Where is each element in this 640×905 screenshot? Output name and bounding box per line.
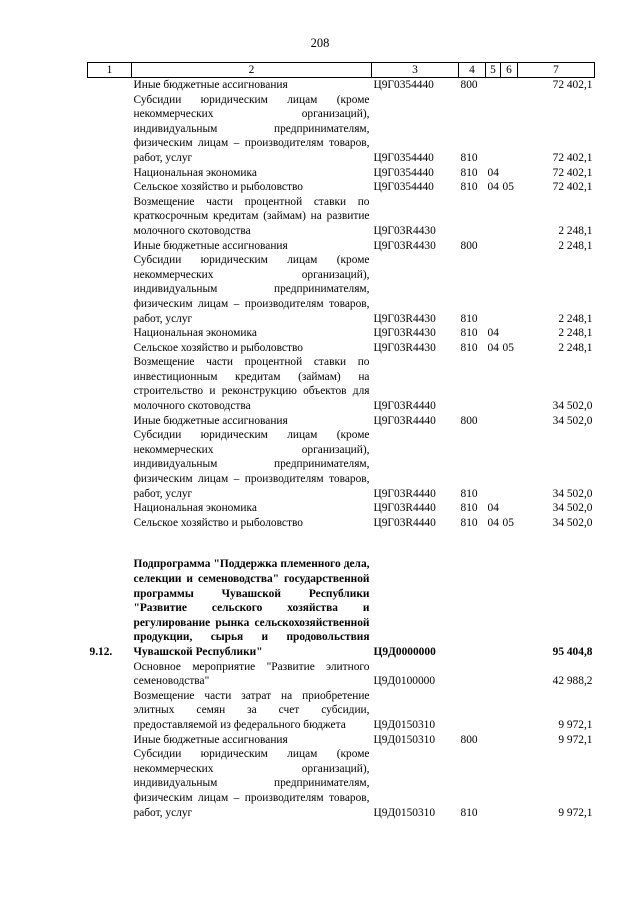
cell-pr bbox=[501, 501, 518, 516]
cell-num bbox=[88, 733, 132, 748]
budget-table bbox=[87, 62, 595, 820]
cell-csr: Ц9Д0150310 bbox=[373, 806, 436, 819]
cell-pr: 05 bbox=[502, 181, 514, 194]
cell-csr: Ц9Г03R4440 bbox=[373, 414, 436, 427]
cell-name: Сельское хозяйство и рыболовство bbox=[133, 341, 303, 354]
cell-rz bbox=[486, 428, 501, 501]
cell-num bbox=[88, 414, 132, 429]
cell-vr bbox=[459, 195, 486, 239]
cell-vr bbox=[459, 557, 486, 659]
table-row bbox=[88, 93, 595, 166]
cell-sum: 9 972,1 bbox=[558, 733, 593, 746]
cell-num bbox=[88, 660, 132, 689]
cell-csr: Ц9Г0354440 bbox=[373, 79, 434, 91]
column-header-5: 5 bbox=[486, 63, 501, 78]
cell-name: Национальная экономика bbox=[133, 502, 257, 515]
cell-sum: 2 248,1 bbox=[558, 224, 593, 237]
table-row bbox=[88, 428, 595, 501]
cell-name: Субсидии юридическим лицам (кроме некоммерческих организаций), индивидуальным предпринимателям, физическим лицам – производителям товаров, работ, услуг bbox=[133, 429, 370, 500]
cell-rz bbox=[486, 557, 501, 659]
cell-name: Национальная экономика bbox=[133, 327, 257, 340]
cell-pr: 05 bbox=[502, 516, 514, 529]
table-row bbox=[88, 239, 595, 254]
cell-rz: 04 bbox=[487, 166, 499, 179]
cell-vr: 810 bbox=[460, 502, 478, 515]
cell-name: Субсидии юридическим лицам (кроме некоммерческих организаций), индивидуальным предпринимателям, физическим лицам – производителям товаров, работ, услуг bbox=[133, 748, 370, 819]
cell-sum: 42 988,2 bbox=[552, 675, 593, 688]
cell-sum: 2 248,1 bbox=[558, 341, 593, 354]
cell-pr bbox=[501, 660, 518, 689]
column-header-6: 6 bbox=[501, 63, 518, 78]
cell-num bbox=[88, 516, 132, 531]
table-row bbox=[88, 516, 595, 531]
table-row bbox=[88, 557, 595, 659]
cell-vr: 800 bbox=[460, 239, 478, 252]
cell-name: Национальная экономика bbox=[133, 166, 257, 179]
cell-name: Субсидии юридическим лицам (кроме некоммерческих организаций), индивидуальным предпринимателям, физическим лицам – производителям товаров, работ, услуг bbox=[133, 254, 370, 325]
cell-vr: 800 bbox=[460, 733, 478, 746]
cell-sum: 34 502,0 bbox=[552, 400, 593, 413]
cell-rz: 04 bbox=[487, 502, 499, 515]
cell-sum: 9 972,1 bbox=[558, 718, 593, 731]
cell-name: Иные бюджетные ассигнования bbox=[133, 414, 288, 427]
cell-vr: 810 bbox=[460, 166, 478, 179]
cell-name: Основное мероприятие "Развитие элитного семеноводства" bbox=[133, 660, 370, 688]
cell-rz bbox=[486, 93, 501, 166]
column-header-1: 1 bbox=[88, 63, 132, 78]
table-row bbox=[88, 166, 595, 181]
cell-name: Возмещение части процентной ставки по краткосрочным кредитам (займам) на развитие молочного скотоводства bbox=[133, 195, 370, 237]
cell-name: Подпрограмма "Поддержка племенного дела, селекции и семеноводства" государственной программы Чувашской Республики "Развитие сельского хозяйства и регулирование рынка сельскохозяйственной продукции, сырья и продовольствия Чувашской Республики" bbox=[133, 558, 370, 658]
cell-rz bbox=[486, 733, 501, 748]
cell-vr bbox=[459, 355, 486, 413]
table-row bbox=[88, 78, 595, 93]
cell-rz bbox=[486, 355, 501, 413]
cell-csr: Ц9Г03R4430 bbox=[373, 327, 436, 340]
cell-name: Возмещение части процентной ставки по инвестиционным кредитам (займам) на строительство и реконструкцию объектов для молочного скотоводства bbox=[133, 356, 370, 413]
cell-rz bbox=[486, 747, 501, 820]
cell-csr: Ц9Г03R4430 bbox=[373, 341, 436, 354]
cell-csr: Ц9Г03R4430 bbox=[373, 224, 436, 237]
cell-num bbox=[88, 93, 132, 166]
table-row bbox=[88, 747, 595, 820]
column-header-2: 2 bbox=[132, 63, 372, 78]
cell-sum: 34 502,0 bbox=[552, 502, 593, 515]
cell-csr: Ц9Г03R4430 bbox=[373, 312, 436, 325]
cell-sum: 2 248,1 bbox=[558, 327, 593, 340]
cell-pr bbox=[501, 239, 518, 254]
cell-rz: 04 bbox=[487, 327, 499, 340]
cell-pr bbox=[501, 428, 518, 501]
cell-pr: 05 bbox=[502, 341, 514, 354]
cell-rz: 04 bbox=[487, 181, 499, 194]
cell-csr: Ц9Д0150310 bbox=[373, 718, 436, 731]
cell-rz bbox=[486, 414, 501, 429]
cell-num bbox=[88, 501, 132, 516]
cell-pr bbox=[501, 78, 518, 93]
cell-num bbox=[88, 747, 132, 820]
table-row bbox=[88, 326, 595, 341]
cell-pr bbox=[501, 747, 518, 820]
table-row bbox=[88, 501, 595, 516]
cell-num bbox=[88, 689, 132, 733]
cell-sum: 34 502,0 bbox=[552, 516, 593, 529]
cell-csr: Ц9Д0150310 bbox=[373, 733, 436, 746]
column-header-4: 4 bbox=[459, 63, 486, 78]
table-row bbox=[88, 253, 595, 326]
cell-num bbox=[88, 428, 132, 501]
cell-pr bbox=[501, 195, 518, 239]
cell-sum: 2 248,1 bbox=[558, 239, 593, 252]
column-header-7: 7 bbox=[518, 63, 595, 78]
cell-rz bbox=[486, 253, 501, 326]
cell-pr bbox=[501, 93, 518, 166]
cell-name: Иные бюджетные ассигнования bbox=[133, 239, 288, 252]
column-header-3: 3 bbox=[372, 63, 459, 78]
cell-rz: 04 bbox=[487, 516, 499, 529]
table-body bbox=[88, 78, 595, 821]
cell-sum: 9 972,1 bbox=[558, 806, 593, 819]
cell-csr: Ц9Г03R4440 bbox=[373, 502, 436, 515]
cell-csr: Ц9Г0354440 bbox=[373, 181, 434, 194]
cell-name: Иные бюджетные ассигнования bbox=[133, 79, 288, 91]
cell-num bbox=[88, 355, 132, 413]
cell-name: Возмещение части затрат на приобретение элитных семян за счет субсидии, предоставляемой из федерального бюджета bbox=[133, 689, 370, 731]
cell-rz bbox=[486, 689, 501, 733]
cell-vr: 800 bbox=[460, 79, 478, 91]
cell-pr bbox=[501, 253, 518, 326]
table-row bbox=[88, 195, 595, 239]
cell-rz bbox=[486, 660, 501, 689]
table-row bbox=[88, 414, 595, 429]
cell-sum: 72 402,1 bbox=[552, 151, 593, 164]
cell-pr bbox=[501, 414, 518, 429]
cell-sum: 72 402,1 bbox=[552, 181, 593, 194]
cell-csr: Ц9Г03R4430 bbox=[373, 239, 436, 252]
cell-vr: 810 bbox=[460, 341, 478, 354]
table-row bbox=[88, 180, 595, 195]
cell-name: Сельское хозяйство и рыболовство bbox=[133, 181, 303, 194]
cell-sum: 95 404,8 bbox=[552, 645, 593, 658]
cell-pr bbox=[501, 733, 518, 748]
cell-sum: 34 502,0 bbox=[552, 414, 593, 427]
cell-name: Субсидии юридическим лицам (кроме некоммерческих организаций), индивидуальным предпринимателям, физическим лицам – производителям товаров, работ, услуг bbox=[133, 93, 370, 164]
cell-num bbox=[88, 326, 132, 341]
cell-pr bbox=[501, 557, 518, 659]
cell-num bbox=[88, 78, 132, 93]
cell-pr bbox=[501, 689, 518, 733]
cell-csr: Ц9Г0354440 bbox=[373, 166, 434, 179]
cell-vr: 810 bbox=[460, 806, 478, 819]
cell-sum: 72 402,1 bbox=[552, 166, 593, 179]
cell-csr: Ц9Г0354440 bbox=[373, 151, 434, 164]
table-row bbox=[88, 689, 595, 733]
cell-vr: 810 bbox=[460, 181, 478, 194]
cell-csr: Ц9Д0000000 bbox=[373, 645, 436, 658]
table-row bbox=[88, 341, 595, 356]
cell-rz bbox=[486, 195, 501, 239]
cell-vr: 810 bbox=[460, 487, 478, 500]
cell-rz bbox=[486, 239, 501, 254]
cell-vr: 810 bbox=[460, 516, 478, 529]
cell-num bbox=[88, 341, 132, 356]
header-row bbox=[88, 63, 595, 78]
cell-rz: 04 bbox=[487, 341, 499, 354]
cell-num bbox=[88, 253, 132, 326]
cell-sum: 34 502,0 bbox=[552, 487, 593, 500]
cell-num bbox=[88, 195, 132, 239]
cell-pr bbox=[501, 166, 518, 181]
table-row bbox=[88, 733, 595, 748]
cell-num bbox=[88, 239, 132, 254]
cell-pr bbox=[501, 355, 518, 413]
spacer-row bbox=[88, 530, 595, 557]
cell-csr: Ц9Г03R4440 bbox=[373, 487, 436, 500]
cell-vr: 800 bbox=[460, 414, 478, 427]
cell-csr: Ц9Д0100000 bbox=[373, 675, 436, 688]
cell-rz bbox=[486, 78, 501, 93]
cell-name: Сельское хозяйство и рыболовство bbox=[133, 516, 303, 529]
cell-vr bbox=[459, 689, 486, 733]
cell-vr: 810 bbox=[460, 151, 478, 164]
page-number: 208 bbox=[310, 36, 330, 50]
cell-num: 9.12. bbox=[89, 645, 113, 658]
cell-csr: Ц9Г03R4440 bbox=[373, 516, 436, 529]
cell-csr: Ц9Г03R4440 bbox=[373, 400, 436, 413]
cell-sum: 72 402,1 bbox=[552, 79, 593, 91]
cell-sum: 2 248,1 bbox=[558, 312, 593, 325]
table-row bbox=[88, 660, 595, 689]
cell-vr bbox=[459, 660, 486, 689]
cell-vr: 810 bbox=[460, 327, 478, 340]
table-row bbox=[88, 355, 595, 413]
cell-name: Иные бюджетные ассигнования bbox=[133, 733, 288, 746]
cell-num bbox=[88, 180, 132, 195]
cell-num bbox=[88, 166, 132, 181]
cell-vr: 810 bbox=[460, 312, 478, 325]
cell-pr bbox=[501, 326, 518, 341]
